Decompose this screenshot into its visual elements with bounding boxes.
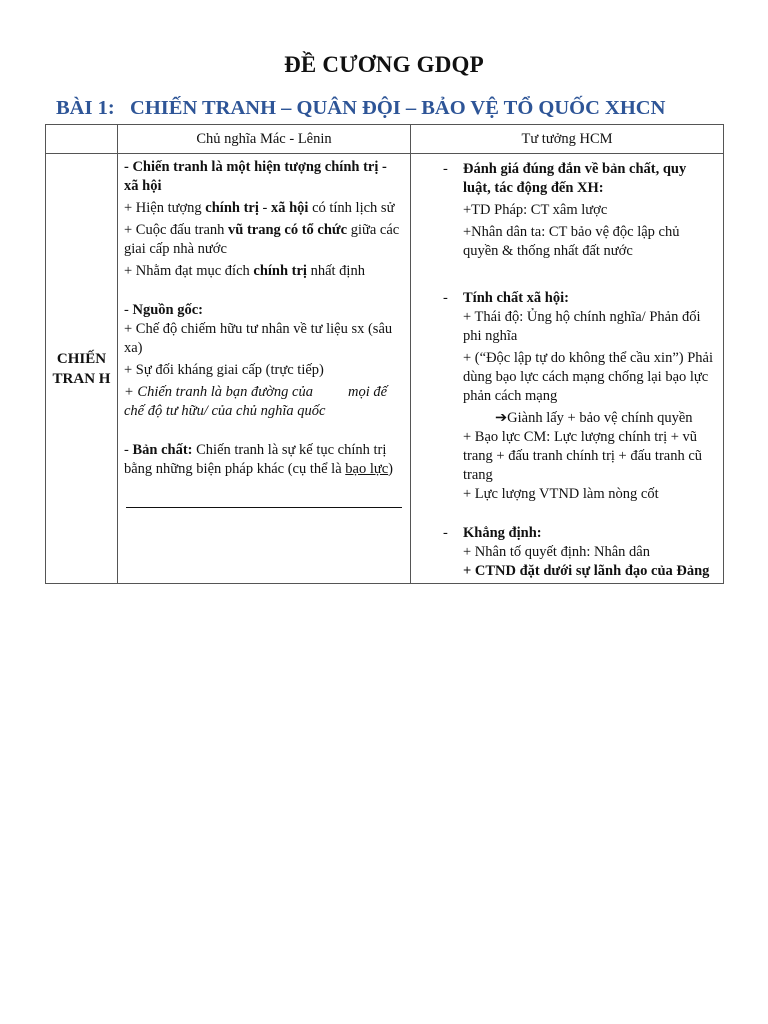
header-empty-cell (46, 125, 118, 154)
table-header-row (46, 125, 724, 154)
party-leadership-line: + CTND đặt dưới sự lãnh đạo của Đảng (463, 563, 710, 579)
attitude-line: + Thái độ: Ủng hộ chính nghĩa/ Phản đối phi nghĩa (463, 309, 701, 344)
seize-power-line: ➔Giành lấy + bảo vệ chính quyền (495, 410, 693, 426)
header-marx-lenin: Chủ nghĩa Mác - Lênin (118, 125, 411, 154)
armed-struggle: + Cuộc đấu tranh vũ trang có tổ chức giữa các giai cấp nhà nước (124, 222, 400, 257)
armed-forces-core-line: + Lực lượng VTND làm nòng cốt (463, 486, 659, 502)
war-definition: - Chiến tranh là một hiện tượng chính trị - xã hội (124, 159, 387, 194)
lesson-heading (56, 97, 665, 120)
affirmation-bullet: - Khẳng định: (443, 525, 542, 541)
hcm-thought-cell (411, 154, 724, 584)
people-defensive-war: +Nhân dân ta: CT bảo vệ độc lập chủ quyền & thống nhất đất nước (463, 224, 680, 259)
origin-private-ownership: + Chế độ chiếm hữu tư nhân về tư liệu sx (sâu xa) (124, 321, 393, 356)
blank-answer-line (126, 479, 402, 508)
right-arrow-icon: ➔ (495, 410, 508, 426)
decisive-factor-line: + Nhân tố quyết định: Nhân dân (463, 544, 650, 560)
political-social-phenomenon: + Hiện tượng chính trị - xã hội có tính lịch sử (124, 200, 395, 216)
content-table (45, 124, 724, 584)
social-nature-bullet: - Tính chất xã hội: (443, 290, 569, 306)
origin-heading: - Nguồn gốc: (124, 302, 203, 318)
row-label: CHIẾN TRAN H (52, 350, 111, 387)
french-colonial-war: +TD Pháp: CT xâm lược (463, 202, 608, 218)
lesson-number: BÀI 1: (56, 97, 115, 119)
war-companion-note: + Chiến tranh là bạn đường của chế độ tư hữu/ của chủ nghĩa quốc mọi đế (124, 384, 388, 419)
revolutionary-force-line: + Bạo lực CM: Lực lượng chính trị + vũ trang + đấu tranh chính trị + đấu tranh cũ trang (463, 429, 703, 483)
lesson-name: CHIẾN TRANH – QUÂN ĐỘI – BẢO VỆ TỔ QUỐC XHCN (130, 97, 666, 119)
marx-lenin-cell (118, 154, 411, 584)
header-hcm-thought: Tư tưởng HCM (411, 125, 724, 154)
row-label-cell (46, 154, 118, 584)
essence-paragraph: - Bản chất: Chiến tranh là sự kế tục chính trị bằng những biện pháp khác (cụ thể là bạo lực) (124, 442, 393, 477)
assessment-bullet: - Đánh giá đúng đắn về bản chất, quy luật, tác động đến XH: (443, 161, 687, 196)
document-title: ĐỀ CƯƠNG GDQP (284, 52, 484, 77)
table-row (46, 154, 724, 584)
revolutionary-violence-line: + (“Độc lập tự do không thể cầu xin”) Phải dùng bạo lực cách mạng chống lại bạo lực phản cách mạng (463, 350, 713, 404)
origin-class-antagonism: + Sự đối kháng giai cấp (trực tiếp) (124, 362, 324, 378)
political-goal: + Nhằm đạt mục đích chính trị nhất định (124, 263, 365, 279)
